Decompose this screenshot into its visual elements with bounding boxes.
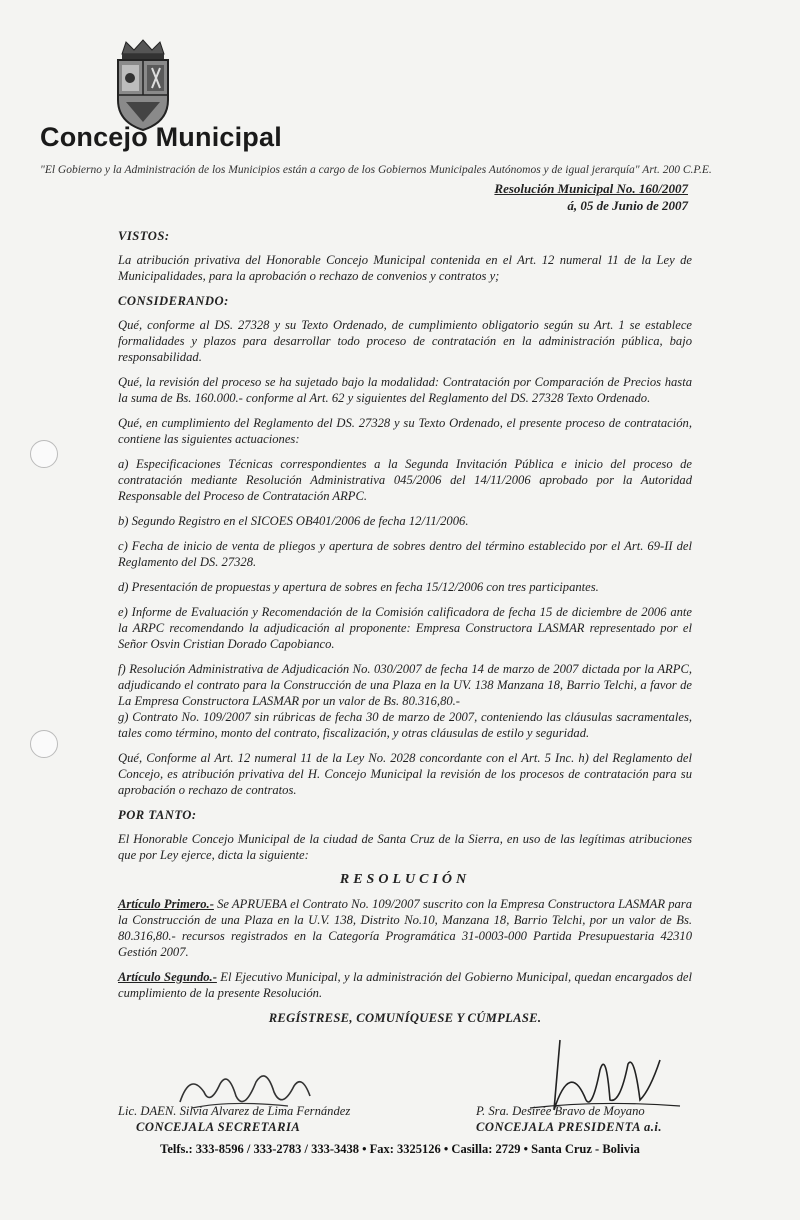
por-tanto-text: El Honorable Concejo Municipal de la ciudad de Santa Cruz de la Sierra, en uso de las legítimas atribuciones que por Ley ejerce, dicta la siguiente:	[118, 832, 692, 862]
coat-of-arms-logo	[108, 38, 178, 134]
right-signatory-title: CONCEJALA PRESIDENTA a.i.	[476, 1120, 663, 1134]
resolution-body	[118, 228, 692, 1035]
article-two-label: Artículo Segundo.-	[118, 970, 217, 984]
resolution-date: á, 05 de Junio de 2007	[567, 198, 688, 213]
por-tanto-heading: POR TANTO:	[118, 808, 197, 822]
resolucion-heading: RESOLUCIÓN	[339, 872, 471, 887]
article-one-text: Se APRUEBA el Contrato No. 109/2007 suscrito con la Empresa Constructora LASMAR para la Construcción de una Plaza en la U.V. 138, Distrito No.10, Manzana 18, Barrio Telchi, por un valor de Bs. 80.316,80.- recursos registrados en la Categoría Programática 31-0003-000 Partida Presupuestaria 42310 Gestión 2007.	[118, 897, 693, 959]
closing-formula: REGÍSTRESE, COMUNÍQUESE Y CÚMPLASE.	[268, 1011, 542, 1025]
item-e: e) Informe de Evaluación y Recomendación de la Comisión calificadora de fecha 15 de diciembre de 2006 ante la ARPC recomendando la adjudicación al proponente: Empresa Constructora LASMAR representado por el Señor Osvin Cristian Dorado Capobianco.	[118, 605, 692, 651]
vistos-heading: VISTOS:	[118, 229, 170, 243]
left-signatory-name: Lic. DAEN. Silvia Alvarez de Lima Fernández	[118, 1104, 351, 1118]
vistos-text: La atribución privativa del Honorable Concejo Municipal contenida en el Art. 12 numeral 11 de la Ley de Municipalidades, para la aprobación o rechazo de convenios y contratos y;	[118, 253, 692, 283]
punch-hole-top	[30, 440, 58, 468]
left-signatory-title: CONCEJALA SECRETARIA	[136, 1120, 301, 1134]
considerando-paragraph-2: Qué, la revisión del proceso se ha sujetado bajo la modalidad: Contratación por Comparación de Precios hasta la suma de Bs. 160.000.- conforme al Art. 62 y siguientes del Reglamento del DS. 27328 Texto Ordenado.	[118, 375, 692, 405]
item-c: c) Fecha de inicio de venta de pliegos y apertura de sobres dentro del término establecido por el Art. 69-II del Reglamento del DS. 27328.	[118, 539, 692, 569]
considerando-paragraph-1: Qué, conforme al DS. 27328 y su Texto Ordenado, de cumplimiento obligatorio según su Art. 1 se establece formalidades y plazos para desarrollar todo proceso de contratación en la administración pública, bajo responsabilidad.	[118, 318, 692, 364]
punch-hole-bottom	[30, 730, 58, 758]
article-one	[118, 896, 692, 960]
constitution-quote: "El Gobierno y la Administración de los Municipios están a cargo de los Gobiernos Municipales Autónomos y de igual jerarquía" Art. 200 C.P.E.	[40, 164, 712, 176]
right-signatory-name: P. Sra. Desirée Bravo de Moyano	[476, 1104, 645, 1118]
considerando-paragraph-3: Qué, en cumplimiento del Reglamento del DS. 27328 y su Texto Ordenado, el presente proceso de contratación, contiene las siguientes actuaciones:	[118, 416, 692, 446]
item-b: b) Segundo Registro en el SICOES OB401/2006 de fecha 12/11/2006.	[118, 514, 469, 528]
resolution-number: Resolución Municipal No. 160/2007	[494, 181, 688, 196]
item-f: f) Resolución Administrativa de Adjudicación No. 030/2007 de fecha 14 de marzo de 2007 dictada por la ARPC, adjudicando el contrato para la Construcción de una Plaza en la UV. 138 Manzana 18, Barrio Telchi, a favor de La Empresa Constructora LASMAR por un valor de Bs. 80.316,80.-	[118, 662, 692, 708]
considerando-heading: CONSIDERANDO:	[118, 294, 229, 308]
item-d: d) Presentación de propuestas y apertura de sobres en fecha 15/12/2006 con tres participantes.	[118, 580, 599, 594]
considerando-paragraph-4: Qué, Conforme al Art. 12 numeral 11 de la Ley No. 2028 concordante con el Art. 5 Inc. h) del Reglamento del Concejo, es atribución privativa del H. Concejo Municipal la revisión de los procesos de contratación para su aprobación o rechazo de contratos.	[118, 751, 692, 797]
article-two-text: El Ejecutivo Municipal, y la administración del Gobierno Municipal, quedan encargados del cumplimiento de la presente Resolución.	[118, 970, 693, 1000]
footer-contact: Telfs.: 333-8596 / 333-2783 / 333-3438 • Fax: 3325126 • Casilla: 2729 • Santa Cruz - Bolivia	[160, 1142, 640, 1156]
article-one-label: Artículo Primero.-	[118, 897, 214, 911]
organization-name: Concejo Municipal	[40, 122, 282, 152]
item-a: a) Especificaciones Técnicas correspondientes a la Segunda Invitación Pública e inicio del proceso de contratación mediante Resolución Administrativa 045/2006 del 14/11/2006 aprobado por la Autoridad Responsable del Proceso de Contratación ARPC.	[118, 457, 692, 503]
article-two	[118, 969, 692, 1001]
item-g: g) Contrato No. 109/2007 sin rúbricas de fecha 30 de marzo de 2007, conteniendo las cláusulas sacramentales, tales como término, monto del contrato, fiscalización, y otras cláusulas de estilo y seguridad.	[118, 710, 692, 740]
